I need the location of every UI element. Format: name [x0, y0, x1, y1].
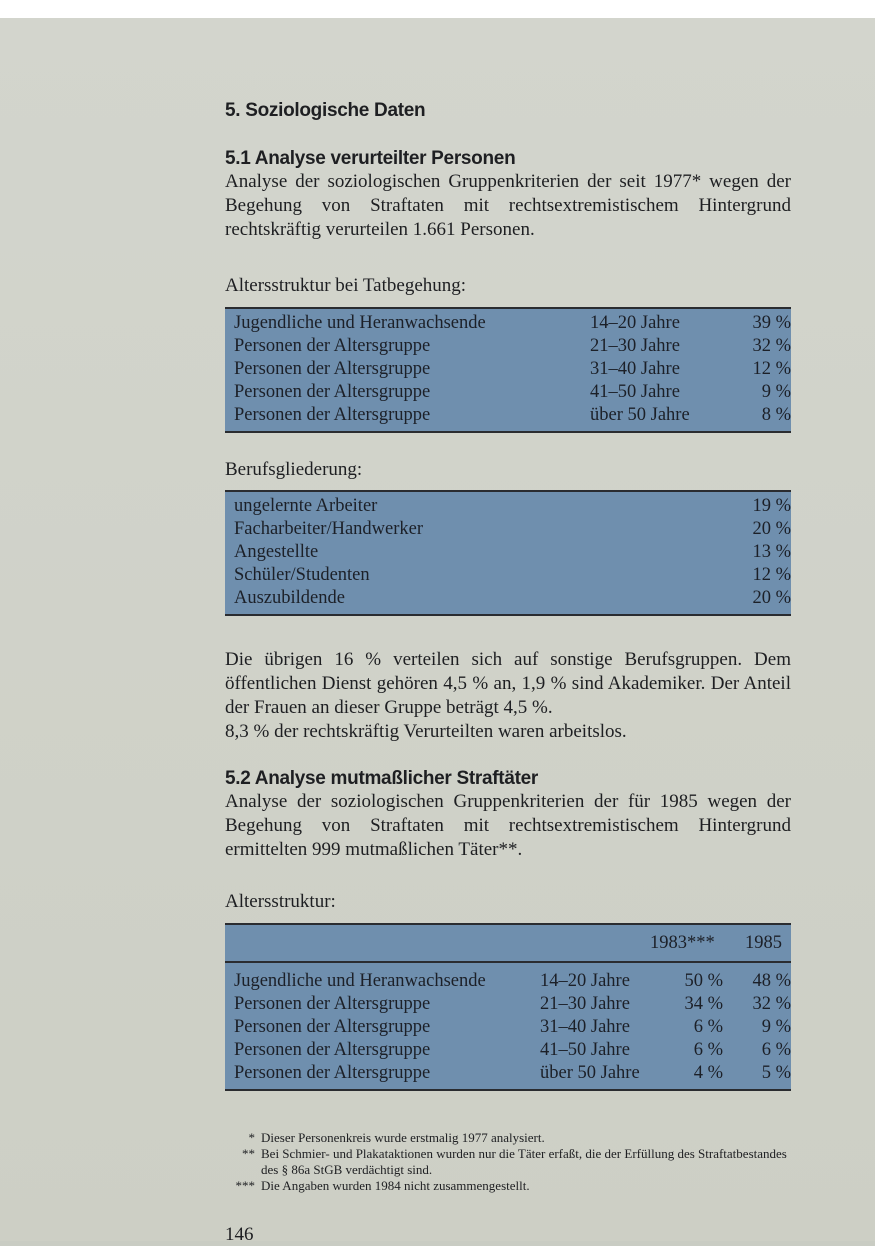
remark-paragraph: Die übrigen 16 % verteilen sich auf sonstige Berufsgruppen. Dem öffentlichen Dienst gehören 4,5 % an, 1,9 % sind Akademiker. Der Anteil der Frauen an dieser Gruppe beträgt 4,5 %.	[225, 649, 791, 718]
table-row: Personen der Altersgruppe 31–40 Jahre 12 %	[234, 359, 791, 379]
age-caption-2: Altersstruktur:	[225, 891, 336, 912]
remark-unemployed: 8,3 % der rechtskräftig Verurteilten waren arbeitslos.	[225, 721, 627, 742]
age-structure-1	[225, 274, 791, 433]
age-table-2	[225, 923, 791, 1091]
table-row: Jugendliche und Heranwachsende 14–20 Jahre 39 %	[234, 313, 791, 333]
section-5-2-heading: 5.2 Analyse mutmaßlicher Straftäter	[225, 768, 538, 789]
age-table-1	[225, 307, 791, 433]
section-5-2-intro: Analyse der soziologischen Gruppenkriterien der für 1985 wegen der Begehung von Straftaten mit rechtsextremistischem Hintergrund ermittelten 999 mutmaßlichen Täter**.	[225, 791, 791, 860]
table-row: Personen der Altersgruppe 41–50 Jahre 6 % 6 %	[234, 1040, 791, 1060]
job-structure	[225, 458, 791, 616]
footnotes	[225, 1130, 791, 1194]
col-header-1985: 1985	[745, 932, 782, 953]
footnote: * Dieser Personenkreis wurde erstmalig 1977 analysiert.	[248, 1130, 545, 1145]
table-row: Personen der Altersgruppe 21–30 Jahre 32 %	[234, 336, 791, 356]
job-table	[225, 490, 791, 616]
table-row: ungelernte Arbeiter 19 %	[234, 496, 791, 516]
table-header	[225, 925, 791, 963]
table-row: Auszubildende 20 %	[234, 588, 791, 608]
table-row: Facharbeiter/Handwerker 20 %	[234, 519, 791, 539]
table-row: Jugendliche und Heranwachsende 14–20 Jahre 50 % 48 %	[234, 971, 791, 991]
footnote: *** Die Angaben wurden 1984 nicht zusammengestellt.	[235, 1178, 530, 1193]
table-row: Personen der Altersgruppe 31–40 Jahre 6 % 9 %	[234, 1017, 791, 1037]
footnote: ** Bei Schmier- und Plakataktionen wurden nur die Täter erfaßt, die der Erfüllung des Straftatbestandes des § 86a StGB verdächtigt sind.	[242, 1146, 787, 1177]
remarks	[225, 648, 791, 744]
section-5-1-heading: 5.1 Analyse verurteilter Personen	[225, 148, 516, 169]
table-row: Personen der Altersgruppe über 50 Jahre 8 %	[234, 405, 791, 425]
section-5-2	[225, 768, 791, 862]
age-structure-2	[225, 890, 791, 1091]
section-5-1-intro: Analyse der soziologischen Gruppenkriterien der seit 1977* wegen der Begehung von Straftaten mit rechtsextremistischem Hintergrund rechtskräftig verurteilen 1.661 Personen.	[225, 171, 791, 240]
col-header-1983: 1983***	[650, 932, 715, 953]
table-row: Schüler/Studenten 12 %	[234, 565, 791, 585]
job-caption: Berufsgliederung:	[225, 459, 363, 480]
table-row: Personen der Altersgruppe 41–50 Jahre 9 %	[234, 382, 791, 402]
table-row: Personen der Altersgruppe über 50 Jahre 4 % 5 %	[234, 1063, 791, 1083]
age-caption-1: Altersstruktur bei Tatbegehung:	[225, 275, 467, 296]
table-row: Angestellte 13 %	[234, 542, 791, 562]
table-row: Personen der Altersgruppe 21–30 Jahre 34 % 32 %	[234, 994, 791, 1014]
section-5-1	[225, 148, 791, 242]
section-title: 5. Soziologische Daten	[225, 100, 426, 121]
page-number: 146	[225, 1224, 254, 1245]
